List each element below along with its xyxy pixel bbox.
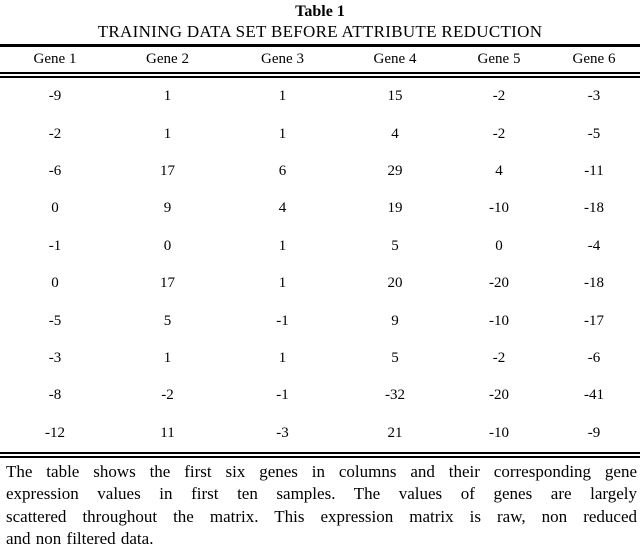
table-cell: 11 [160,424,175,441]
table-cell: 0 [495,237,503,254]
table-cell: -2 [492,88,506,105]
table-cell: 9 [391,312,399,329]
table-cell: 1 [278,349,287,366]
table-cell: 5 [391,349,399,366]
caption-line: expression values in first ten samples. The values of genes are largely [6,484,637,504]
table-row [0,340,640,377]
table-row [0,302,640,339]
table-row [0,190,640,227]
table-cell: -9 [587,424,601,441]
table-cell: -32 [385,387,405,404]
table-cell: -1 [276,387,289,404]
table-cell: 19 [387,200,403,217]
gene-expression-table-body [0,78,640,452]
table-cell: 4 [278,200,287,217]
gene-expression-table [0,47,640,72]
header-row [0,47,640,72]
table-cell: 1 [278,237,287,254]
table-cell: -10 [489,312,509,329]
table-cell: 5 [163,312,172,329]
table-cell: -10 [489,424,509,441]
table-cell: -5 [587,125,601,142]
table-cell: 17 [160,275,175,292]
table-cell: -11 [584,162,604,179]
table-cell: 6 [278,162,287,179]
table-title: Table 1 [295,3,345,20]
table-row [0,153,640,190]
table-cell: 0 [51,200,59,217]
table-cell: -9 [48,88,62,105]
table-cell: 1 [163,88,172,105]
table-cell: 1 [163,349,172,366]
table-cell: 1 [278,275,287,292]
table-cell: 4 [391,125,399,142]
column-header: Gene 6 [572,51,616,67]
table-row [0,115,640,152]
table-cell: -6 [48,162,62,179]
table-cell: -12 [45,424,65,441]
table-cell: 1 [163,125,172,142]
table-cell: -17 [584,312,604,329]
caption [0,458,640,551]
table-cell: 20 [387,275,403,292]
table-body [0,78,640,452]
table-row [0,78,640,115]
table-cell: 1 [278,125,287,142]
table-cell: -3 [48,349,62,366]
table-cell: -18 [584,200,604,217]
table-cell: 1 [278,88,287,105]
table-cell: -1 [276,312,289,329]
caption-line: The table shows the first six genes in columns and their corresponding gene [6,461,637,481]
table-cell: -18 [584,275,604,292]
table-subtitle: TRAINING DATA SET BEFORE ATTRIBUTE REDUCTION [97,22,543,41]
table-cell: -1 [48,237,62,254]
table-row [0,415,640,452]
column-header: Gene 1 [33,51,77,67]
table-cell: -2 [48,125,62,142]
table-cell: -41 [584,387,604,404]
caption-line: and non filtered data. [6,529,154,549]
table-cell: -2 [492,125,506,142]
table-cell: 29 [387,162,403,179]
table-cell: -8 [48,387,62,404]
table-row [0,228,640,265]
table-cell: -20 [489,387,509,404]
table-row [0,377,640,414]
table-cell: 5 [391,237,399,254]
table-cell: 9 [163,200,172,217]
column-header: Gene 2 [146,51,189,67]
column-header: Gene 3 [261,51,304,67]
table-cell: 0 [163,237,172,254]
table-cell: -10 [489,200,509,217]
table-cell: 15 [387,88,403,105]
caption-line: scattered throughout the matrix. This expression matrix is raw, non reduced [6,506,637,526]
table-cell: -6 [587,349,601,366]
table-cell: 21 [387,424,403,441]
table-cell: 17 [160,162,175,179]
table-cell: 0 [51,275,59,292]
column-header: Gene 5 [477,51,521,67]
table-cell: -20 [489,275,509,292]
table-cell: -3 [587,88,601,105]
table-cell: -2 [161,387,174,404]
table-cell: -5 [48,312,62,329]
table-row [0,265,640,302]
table-cell: 4 [495,162,503,179]
table-cell: -2 [492,349,506,366]
table-cell: -4 [587,237,601,254]
column-header: Gene 4 [373,51,417,67]
table-cell: -3 [276,424,289,441]
